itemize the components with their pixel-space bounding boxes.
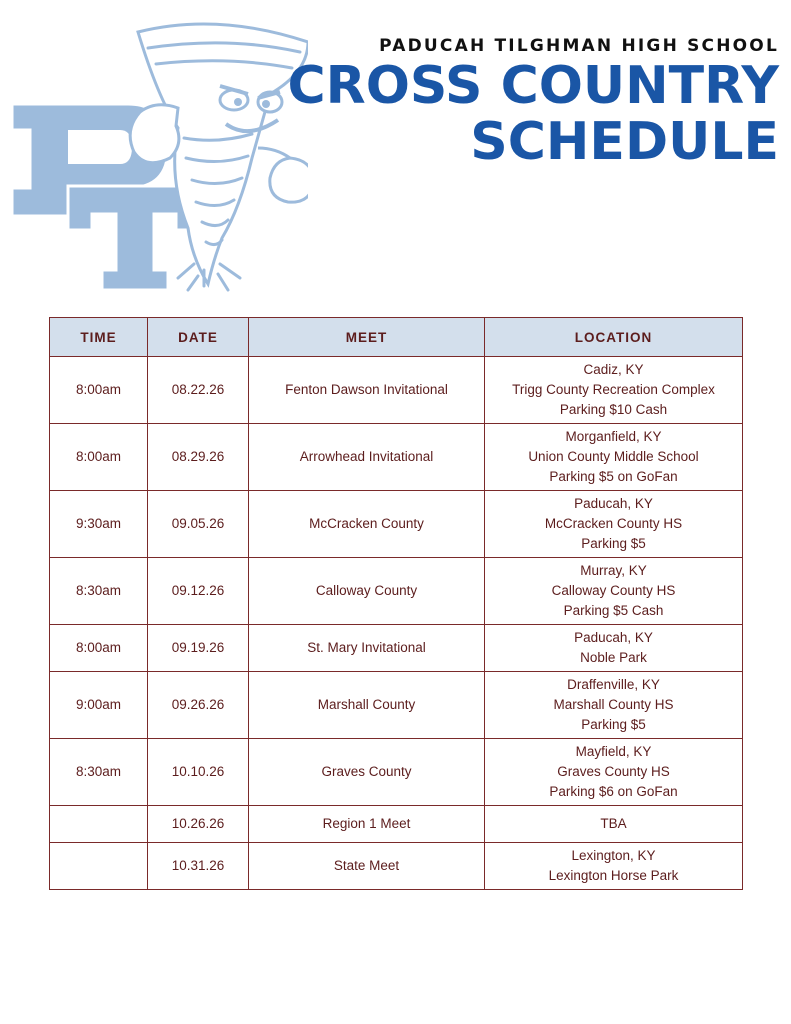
table-row — [50, 843, 743, 890]
cell-location — [485, 672, 743, 739]
table-row — [50, 672, 743, 739]
table-row — [50, 424, 743, 491]
cell-time: 9:30am — [50, 491, 148, 558]
location-line: Parking $5 — [581, 716, 646, 732]
location-line: Lexington Horse Park — [548, 868, 679, 883]
cell-location — [485, 558, 743, 625]
cell-location — [485, 424, 743, 491]
school-name: PADUCAH TILGHMAN HIGH SCHOOL — [379, 36, 779, 56]
location-line: McCracken County HS — [544, 516, 683, 532]
location-line: Calloway County HS — [551, 583, 676, 599]
location-line: Trigg County Recreation Complex — [512, 382, 715, 398]
table-row — [50, 739, 743, 806]
cell-meet: Marshall County — [249, 672, 485, 739]
location-line: Noble Park — [580, 650, 647, 665]
table-header-row — [50, 318, 743, 357]
schedule-table — [49, 317, 743, 890]
table-row — [50, 806, 743, 843]
cell-time: 8:00am — [50, 357, 148, 424]
location-line: Parking $5 Cash — [563, 602, 664, 618]
location-line: Graves County HS — [557, 764, 670, 780]
header-time: TIME — [50, 318, 148, 357]
cell-date: 09.26.26 — [148, 672, 249, 739]
title-line-1: CROSS COUNTRY — [287, 56, 779, 116]
cell-meet: State Meet — [249, 843, 485, 890]
location-line: Morganfield, KY — [565, 429, 662, 445]
location-line: Parking $5 on GoFan — [549, 468, 678, 484]
page-title — [287, 58, 779, 170]
location-line: Parking $10 Cash — [559, 401, 668, 417]
location-line: Parking $5 — [581, 535, 646, 551]
cell-date: 08.22.26 — [148, 357, 249, 424]
location-line: Paducah, KY — [574, 496, 653, 512]
cell-location — [485, 625, 743, 672]
table-row — [50, 491, 743, 558]
location-line: Marshall County HS — [553, 697, 674, 713]
cell-time — [50, 843, 148, 890]
cell-meet: Arrowhead Invitational — [249, 424, 485, 491]
cell-date: 10.10.26 — [148, 739, 249, 806]
cell-meet: Calloway County — [249, 558, 485, 625]
cell-location — [485, 806, 743, 843]
cell-meet: Region 1 Meet — [249, 806, 485, 843]
header-date: DATE — [148, 318, 249, 357]
cell-location — [485, 843, 743, 890]
table-row — [50, 558, 743, 625]
cell-location — [485, 357, 743, 424]
header-meet: MEET — [249, 318, 485, 357]
cell-date: 10.26.26 — [148, 806, 249, 843]
header-location: LOCATION — [485, 318, 743, 357]
cell-date: 10.31.26 — [148, 843, 249, 890]
location-line: Parking $6 on GoFan — [549, 783, 678, 799]
cell-meet: Fenton Dawson Invitational — [249, 357, 485, 424]
cell-date: 08.29.26 — [148, 424, 249, 491]
cell-date: 09.05.26 — [148, 491, 249, 558]
cell-meet: Graves County — [249, 739, 485, 806]
tornado-mascot-logo — [8, 8, 308, 298]
cell-location — [485, 491, 743, 558]
cell-time: 8:00am — [50, 625, 148, 672]
cell-time: 9:00am — [50, 672, 148, 739]
location-line: Mayfield, KY — [575, 744, 652, 760]
cell-time: 8:30am — [50, 558, 148, 625]
cell-meet: St. Mary Invitational — [249, 625, 485, 672]
cell-time: 8:00am — [50, 424, 148, 491]
location-line: Union County Middle School — [528, 449, 699, 465]
cell-time: 8:30am — [50, 739, 148, 806]
cell-date: 09.12.26 — [148, 558, 249, 625]
location-line: Cadiz, KY — [583, 362, 644, 378]
title-line-2: SCHEDULE — [470, 112, 779, 172]
cell-meet: McCracken County — [249, 491, 485, 558]
location-line: Murray, KY — [580, 563, 647, 579]
cell-time — [50, 806, 148, 843]
location-line: Paducah, KY — [574, 630, 653, 646]
table-row — [50, 625, 743, 672]
location-line: Draffenville, KY — [567, 677, 660, 693]
cell-location — [485, 739, 743, 806]
location-line: TBA — [600, 816, 627, 832]
location-line: Lexington, KY — [571, 848, 656, 864]
table-row — [50, 357, 743, 424]
cell-date: 09.19.26 — [148, 625, 249, 672]
